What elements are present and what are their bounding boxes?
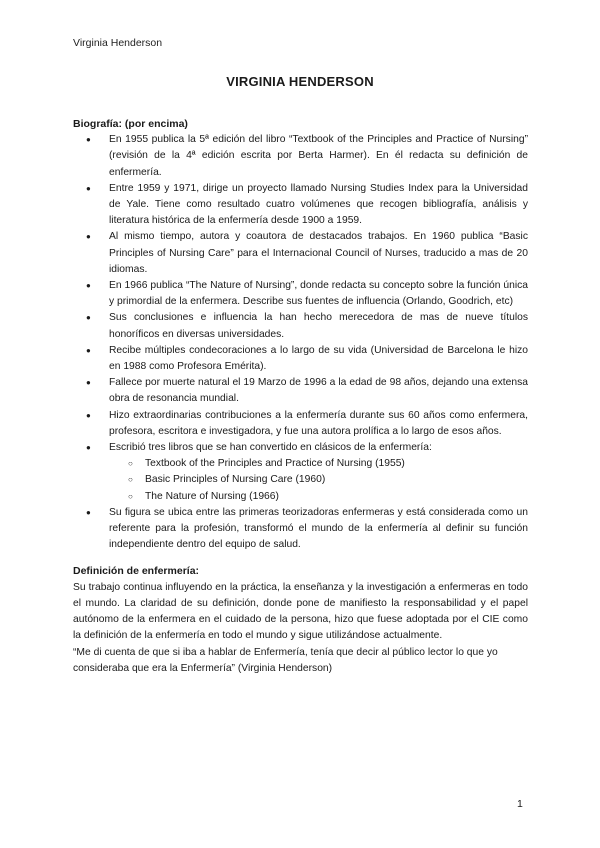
definition-paragraph: Su trabajo continua influyendo en la práctica, la enseñanza y la investigación a enfermeras en todo el mundo. La claridad de su definición, donde pone de manifiesto la responsabilidad y el papel autónomo de la enfermera en el cuidado de la persona, hizo que fuese adoptada por el CIE como la definición de la enfermería en todo el mundo y sigue utilizándose actualmente. (73, 581, 528, 642)
books-sublist (109, 456, 528, 505)
book-item: ○ Textbook of the Principles and Practice of Nursing (1955) (109, 456, 528, 472)
book-item: ○ Basic Principles of Nursing Care (1960) (109, 472, 528, 488)
page-number: 1 (517, 798, 523, 810)
list-item-books (73, 440, 528, 505)
book-item: ○ The Nature of Nursing (1966) (109, 489, 528, 505)
henderson-quote: “Me di cuenta de que si iba a hablar de Enfermería, tenía que decir al público lector lo que yo consideraba que era la Enfermería” (Virginia Henderson) (73, 646, 498, 674)
list-item: ● Hizo extraordinarias contribuciones a la enfermería durante sus 60 años como enfermera, profesora, escritora e investigadora, y fue una autora prolífica a lo largo de esos años. (73, 408, 528, 440)
page-title: VIRGINIA HENDERSON (226, 74, 374, 89)
definition-section (73, 563, 528, 676)
list-item: ● Fallece por muerte natural el 19 Marzo de 1996 a la edad de 98 años, dejando una extensa obra de resonancia mundial. (73, 375, 528, 407)
list-item: ● En 1955 publica la 5ª edición del libro “Textbook of the Principles and Practice of Nursing” (revisión de la 4ª edición escrita por Berta Harmer). En él redacta su definición de enfermería. (73, 132, 528, 181)
biography-heading: Biografía: (por encima) (73, 118, 188, 130)
books-intro: Escribió tres libros que se han convertido en clásicos de la enfermería: (109, 442, 432, 454)
list-item: ● Sus conclusiones e influencia la han hecho merecedora de mas de nueve títulos honoríficos en diversas universidades. (73, 310, 528, 342)
document-body (73, 116, 528, 677)
list-item: ● Al mismo tiempo, autora y coautora de destacados trabajos. En 1960 publica “Basic Principles of Nursing Care” para el Internacional Council of Nurses, traducido a mas de 20 idiomas. (73, 229, 528, 278)
definition-heading: Definición de enfermería: (73, 565, 200, 578)
list-item: ● En 1966 publica “The Nature of Nursing”, donde redacta su concepto sobre la función única y primordial de la enfermera. Describe sus fuentes de influencia (Orlando, Goodrich, etc) (73, 278, 528, 310)
list-item: ● Recibe múltiples condecoraciones a lo largo de su vida (Universidad de Barcelona le hizo en 1988 como Profesora Emérita). (73, 343, 528, 375)
biography-list (73, 132, 528, 553)
list-item: ● Su figura se ubica entre las primeras teorizadoras enfermeras y está considerada como un referente para la profesión, transformó el mundo de la enfermería al definir su función independiente dentro del equipo de salud. (73, 505, 528, 554)
list-item: ● Entre 1959 y 1971, dirige un proyecto llamado Nursing Studies Index para la Universidad de Yale. Tiene como resultado cuatro volúmenes que recogen bibliografía, análisis y literatura histórica de la enfermería desde 1900 a 1959. (73, 181, 528, 230)
running-header: Virginia Henderson (73, 37, 163, 49)
